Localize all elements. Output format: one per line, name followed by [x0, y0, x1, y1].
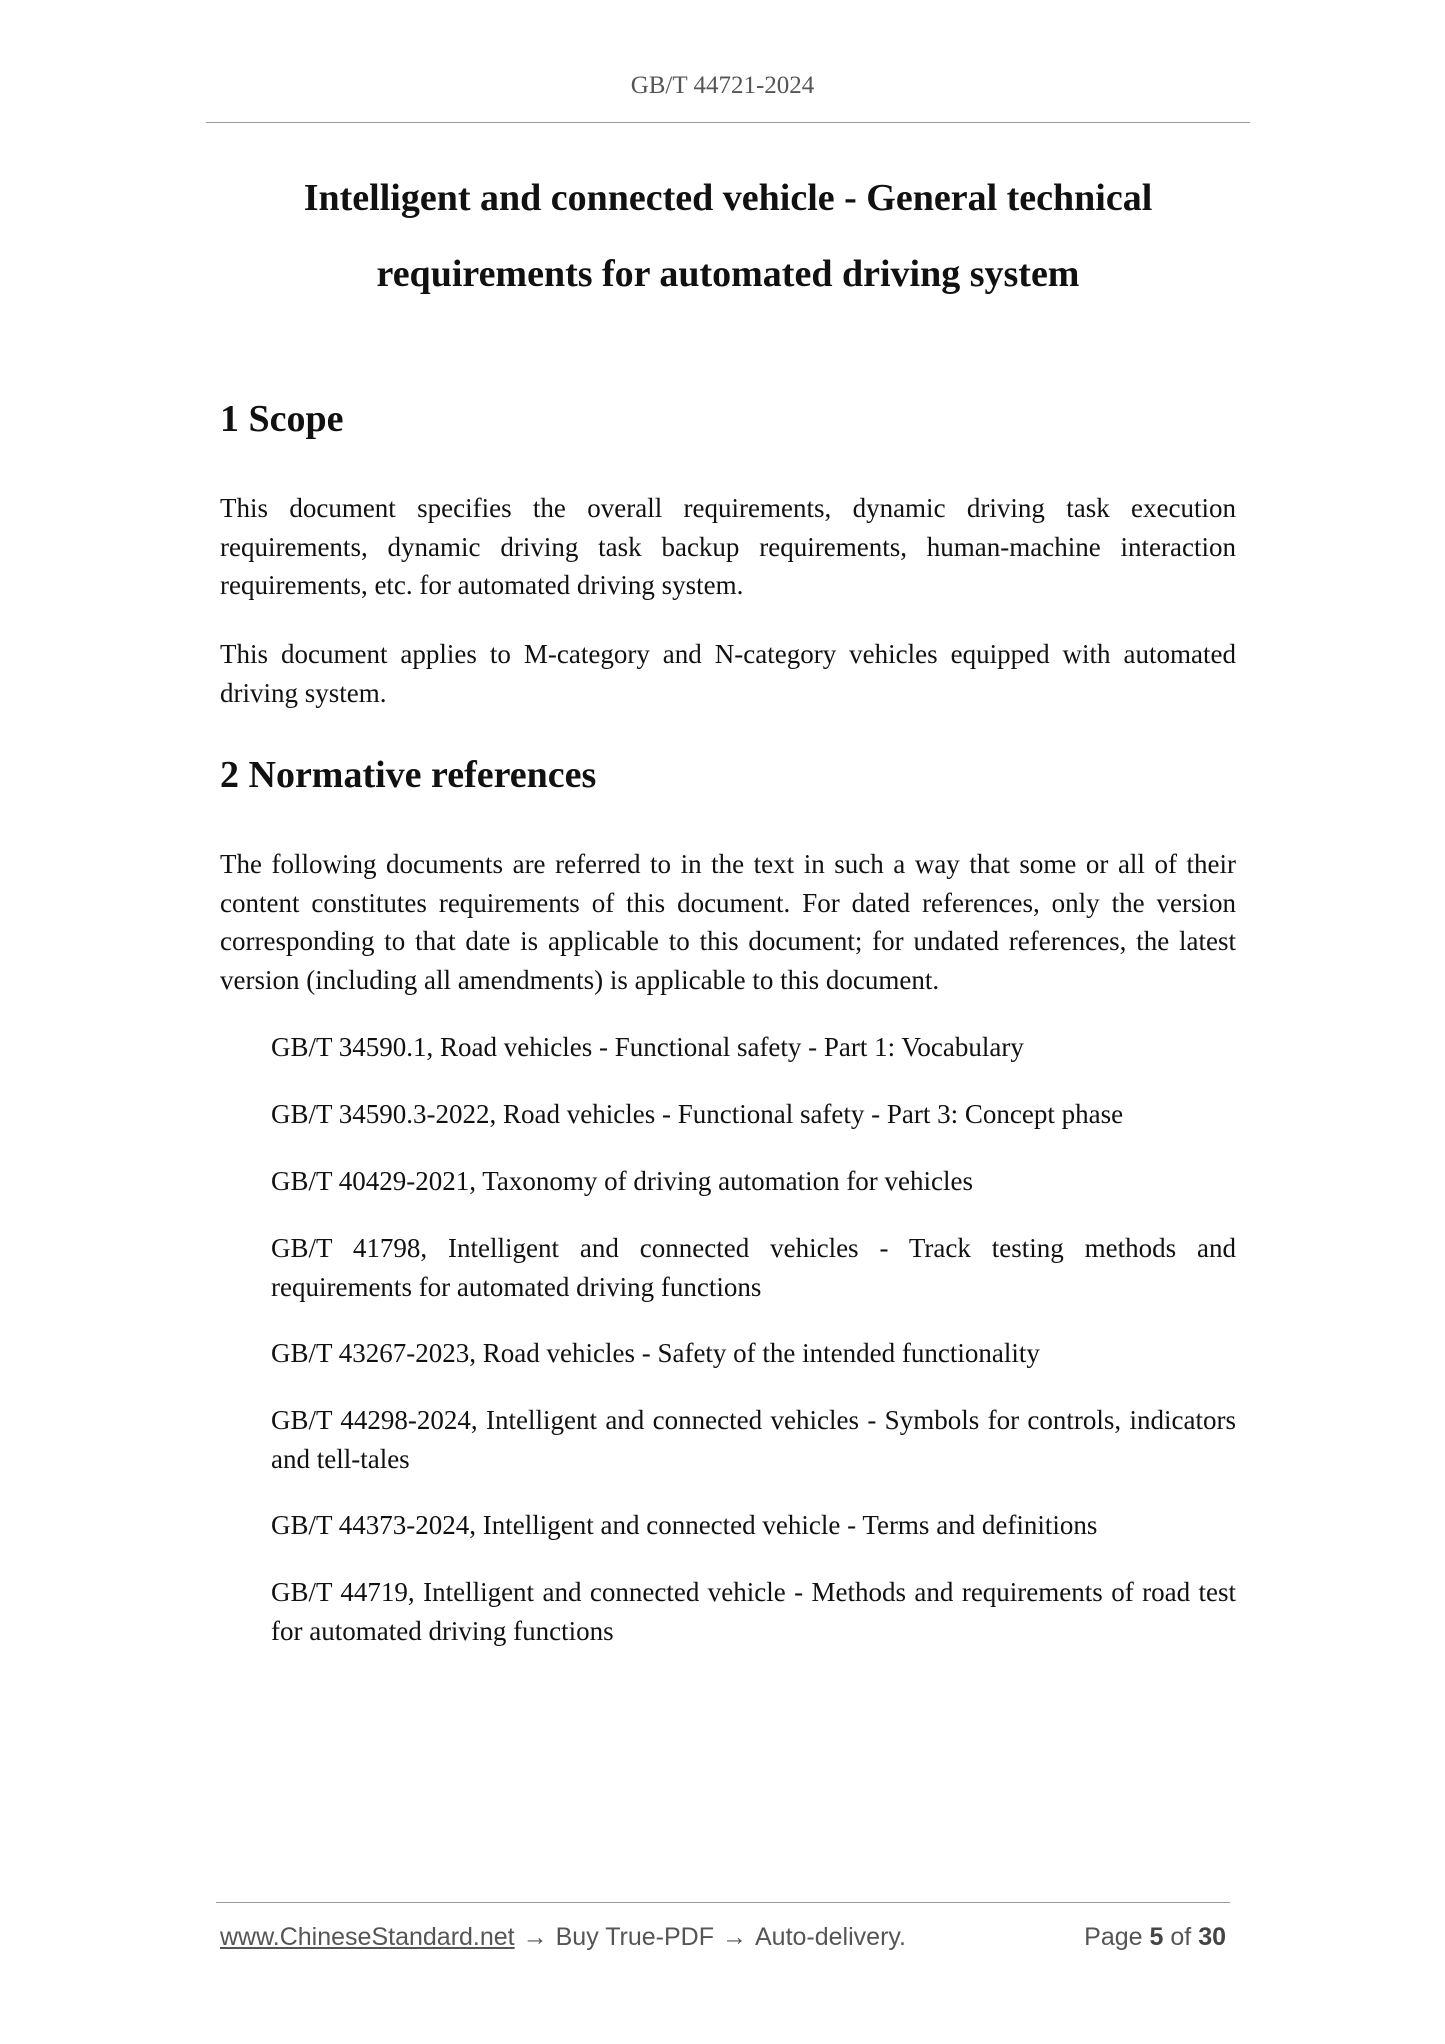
of-label: of: [1170, 1923, 1192, 1951]
footer-step-delivery: Auto-delivery.: [755, 1923, 906, 1951]
right-arrow-icon: →: [522, 1923, 548, 1951]
page-indicator: [1084, 1923, 1226, 1952]
section-heading-scope: 1 Scope: [220, 398, 344, 440]
normative-intro-paragraph: The following documents are referred to in the text in such a way that some or all of their content constitutes requirements of this document. For dated references, only the version corresponding to that date is applicable to this document; for undated references, the latest version (including all amendments) is applicable to this document.: [220, 849, 1236, 995]
document-title-line-2: requirements for automated driving system: [376, 253, 1080, 295]
header-divider: [206, 122, 1250, 123]
reference-item: GB/T 44719, Intelligent and connected vehicle - Methods and requirements of road test for automated driving functions: [271, 1577, 1236, 1646]
site-link[interactable]: www.ChineseStandard.net: [220, 1923, 515, 1951]
header-standard-code: GB/T 44721-2024: [630, 72, 815, 99]
reference-item: GB/T 34590.3-2022, Road vehicles - Functional safety - Part 3: Concept phase: [271, 1099, 1124, 1129]
total-pages: 30: [1198, 1923, 1226, 1951]
document-title-line-1: Intelligent and connected vehicle - General technical: [303, 177, 1153, 219]
footer-divider: [216, 1902, 1230, 1903]
footer-step-buy: Buy True-PDF: [555, 1923, 714, 1951]
footer-promo: [220, 1923, 906, 1952]
reference-item: GB/T 34590.1, Road vehicles - Functional safety - Part 1: Vocabulary: [271, 1032, 1024, 1062]
reference-item: GB/T 44373-2024, Intelligent and connected vehicle - Terms and definitions: [271, 1510, 1098, 1540]
reference-item: GB/T 41798, Intelligent and connected vehicles - Track testing methods and requirements for automated driving functions: [271, 1233, 1236, 1302]
reference-item: GB/T 44298-2024, Intelligent and connected vehicles - Symbols for controls, indicators and tell-tales: [271, 1405, 1236, 1474]
scope-paragraph-2: This document applies to M-category and N-category vehicles equipped with automated driving system.: [220, 639, 1236, 708]
page-number: 5: [1149, 1923, 1164, 1951]
page-label: Page: [1084, 1923, 1143, 1951]
right-arrow-icon: →: [722, 1923, 747, 1951]
section-heading-normative-references: 2 Normative references: [220, 754, 597, 796]
page-footer: [220, 1923, 1230, 1959]
reference-item: GB/T 43267-2023, Road vehicles - Safety of the intended functionality: [271, 1338, 1040, 1368]
scope-paragraph-1: This document specifies the overall requirements, dynamic driving task execution requirements, dynamic driving task backup requirements, human-machine interaction requirements, etc. for automated driving system.: [220, 493, 1236, 600]
reference-item: GB/T 40429-2021, Taxonomy of driving automation for vehicles: [271, 1166, 974, 1196]
document-title: [206, 160, 1250, 312]
